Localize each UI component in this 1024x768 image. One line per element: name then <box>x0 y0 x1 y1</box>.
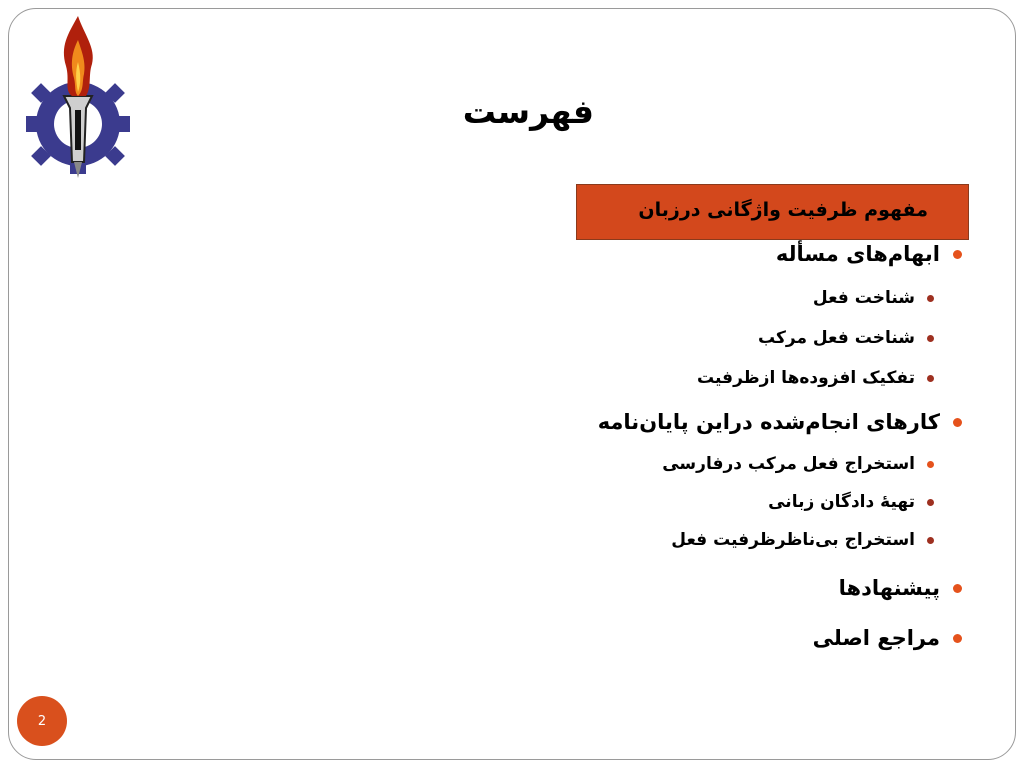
bullet-icon <box>927 335 934 342</box>
list-item-text: تهیهٔ دادگان زبانی <box>768 492 915 512</box>
list-item <box>813 626 962 650</box>
list-item-text: شناخت فعل مرکب <box>757 328 915 348</box>
highlight-box <box>576 184 969 240</box>
bullet-icon <box>927 375 934 382</box>
bullet-icon <box>927 537 934 544</box>
slide-title: فهرست <box>462 92 594 131</box>
bullet-icon <box>927 499 934 506</box>
bullet-icon <box>953 250 962 259</box>
bullet-icon <box>953 584 962 593</box>
list-item <box>598 410 962 434</box>
list-item <box>758 328 934 348</box>
bullet-icon <box>927 461 934 468</box>
list-item-text: تفکیک افزوده‌ها ازظرفیت <box>697 368 915 388</box>
list-item <box>671 530 934 550</box>
bullet-icon <box>953 634 962 643</box>
list-item-text: استخراج فعل مرکب درفارسی <box>662 454 915 474</box>
list-item-text: ابهام‌های مسأله <box>775 242 940 266</box>
list-item <box>776 242 962 266</box>
list-item <box>839 576 962 600</box>
list-item-text: مراجع اصلی <box>812 626 940 650</box>
list-item <box>697 368 934 388</box>
bullet-icon <box>927 295 934 302</box>
page-number-badge: 2 <box>17 696 67 746</box>
list-item-text: پیشنهادها <box>838 576 940 600</box>
list-item <box>662 454 934 474</box>
bullet-icon <box>953 418 962 427</box>
highlight-text: مفهوم ظرفیت واژگانی درزبان <box>638 199 928 221</box>
torch-gear-logo-icon <box>20 12 138 182</box>
list-item-text: استخراج بی‌ناظرظرفیت فعل <box>671 530 915 550</box>
list-item <box>813 288 934 308</box>
list-item-text: کارهای انجام‌شده دراین پایان‌نامه <box>597 410 940 434</box>
list-item <box>768 492 934 512</box>
list-item-text: شناخت فعل <box>812 288 915 308</box>
